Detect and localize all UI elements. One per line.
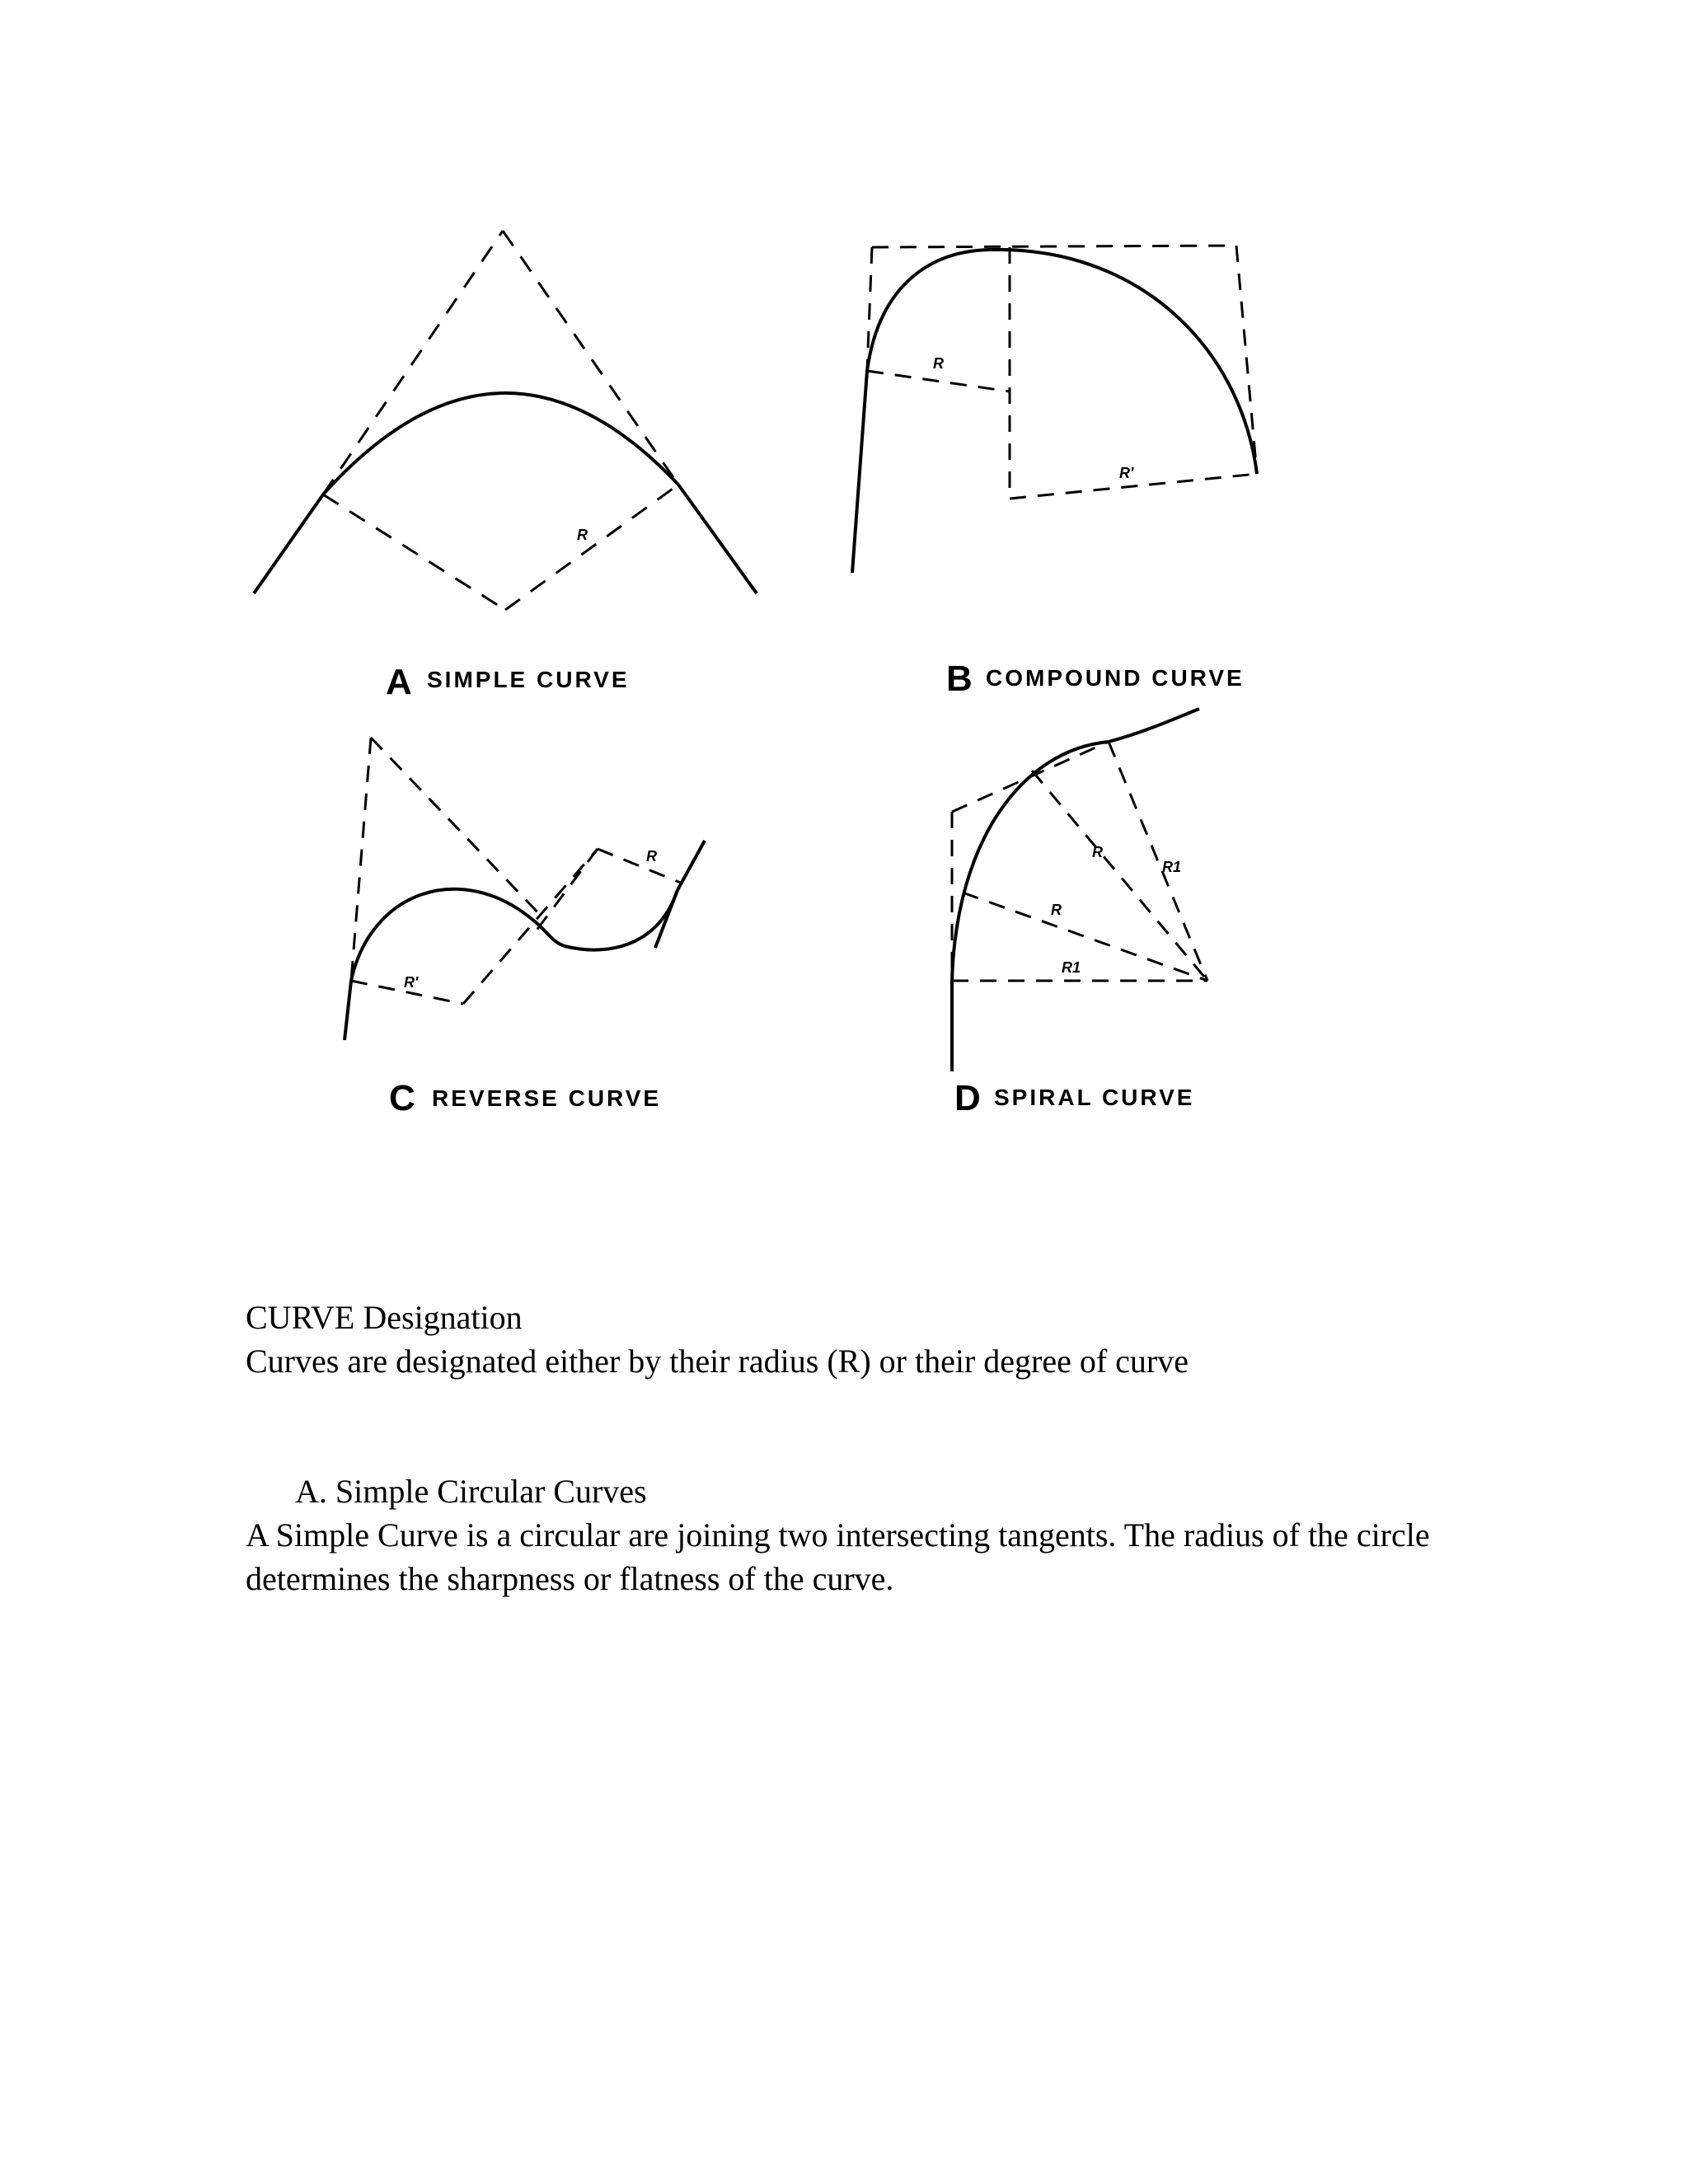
spiral-curve-radius-label-r-upper: R [1092,844,1103,860]
reverse-curve-caption: REVERSE CURVE [432,1085,662,1111]
spiral-curve-caption: SPIRAL CURVE [994,1085,1195,1110]
compound-curve-letter: B [946,658,973,699]
spiral-curve-radius-label-r-lower: R [1051,902,1062,918]
curve-designation-intro: Curves are designated either by their radius (R) or their degree of curve [246,1343,1189,1380]
spiral-curve-radius-label-r1-lower: R1 [1062,959,1081,976]
compound-curve-caption: COMPOUND CURVE [986,665,1245,691]
spiral-curve-letter: D [954,1078,981,1118]
reverse-curve-radius-label-r-prime: R' [404,974,419,991]
reverse-curve-letter: C [389,1078,415,1118]
reverse-curve-diagram [345,738,705,1040]
curve-designation-heading: CURVE Designation [246,1299,523,1336]
simple-circular-curves-title: A. Simple Circular Curves [295,1473,647,1510]
compound-curve-radius-label-r-prime: R' [1119,465,1134,481]
spiral-curve-radius-label-r1-upper: R1 [1162,859,1182,875]
simple-curve-radius-label: R [577,527,588,543]
simple-curve-diagram [254,231,757,610]
spiral-curve-diagram [952,709,1207,1071]
simple-curve-caption: SIMPLE CURVE [427,667,630,692]
simple-curve-paragraph-line-2: determines the sharpness or flatness of the curve. [246,1560,894,1597]
reverse-curve-radius-label-r: R [646,848,657,865]
simple-curve-paragraph-line-1: A Simple Curve is a circular are joining two intersecting tangents. The radius of the circle [246,1516,1430,1554]
compound-curve-radius-label-r: R [933,355,944,372]
simple-curve-letter: A [386,662,412,702]
compound-curve-diagram [852,246,1257,573]
